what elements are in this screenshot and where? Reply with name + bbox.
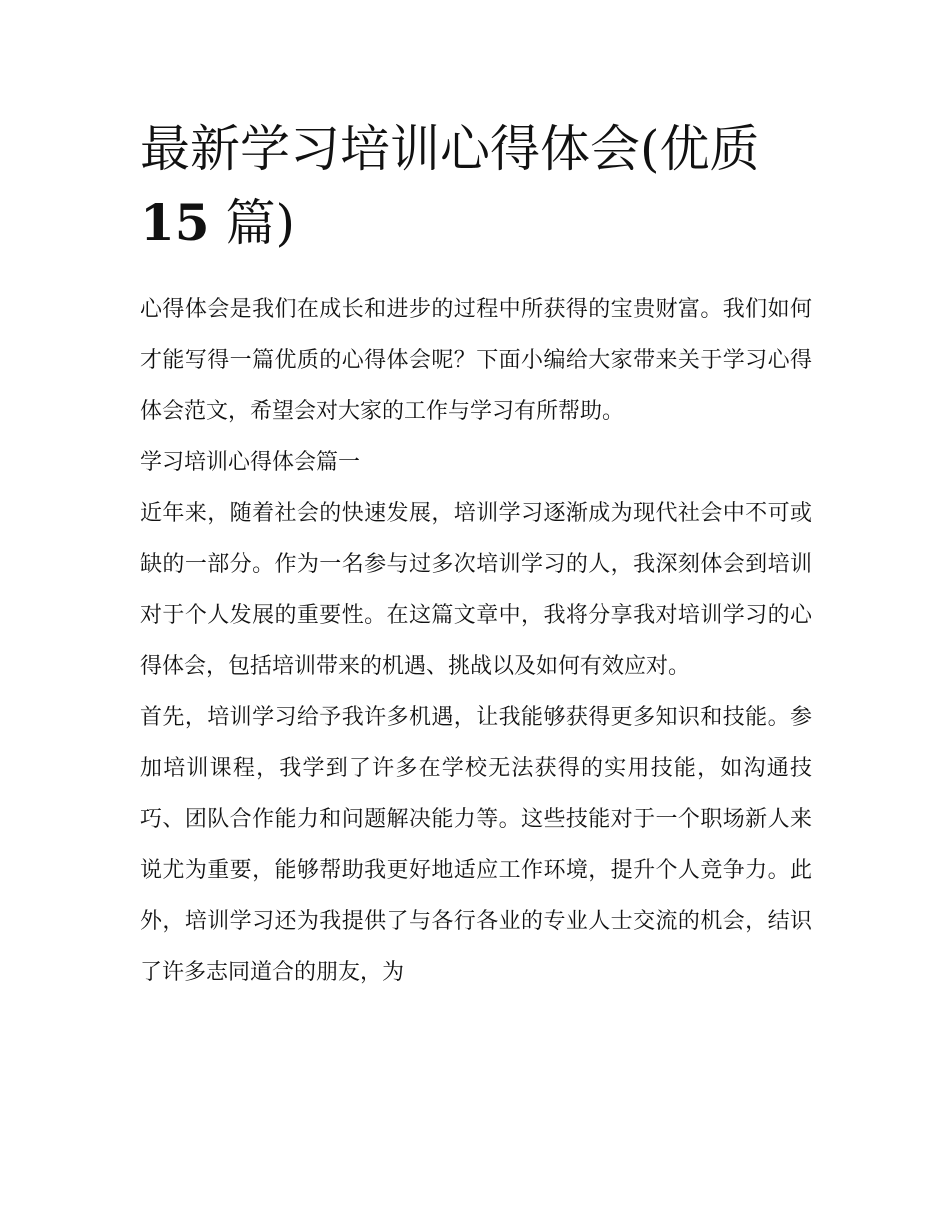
document-title [140, 112, 812, 260]
title-number: 15 [140, 193, 210, 252]
title-text-part1: 最新学习培训心得体会(优质 [140, 120, 760, 178]
title-spacer [140, 260, 812, 284]
document-body [140, 112, 812, 998]
intro-paragraph: 心得体会是我们在成长和进步的过程中所获得的宝贵财富。我们如何才能写得一篇优质的心得体会呢？下面小编给大家带来关于学习心得体会范文，希望会对大家的工作与学习有所帮助。 [140, 297, 812, 424]
body-paragraph: 首先，培训学习给予我许多机遇，让我能够获得更多知识和技能。参加培训课程，我学到了许多在学校无法获得的实用技能，如沟通技巧、团队合作能力和问题解决能力等。这些技能对于一个职场新人来说尤为重要，能够帮助我更好地适应工作环境，提升个人竞争力。此外，培训学习还为我提供了与各行各业的专业人士交流的机会，结识了许多志同道合的朋友，为 [140, 705, 812, 985]
section-heading: 学习培训心得体会篇一 [140, 450, 361, 475]
title-text-part2: 篇) [225, 194, 296, 252]
body-paragraph: 近年来，随着社会的快速发展，培训学习逐渐成为现代社会中不可或缺的一部分。作为一名参与过多次培训学习的人，我深刻体会到培训对于个人发展的重要性。在这篇文章中，我将分享我对培训学习的心得体会，包括培训带来的机遇、挑战以及如何有效应对。 [140, 501, 812, 679]
